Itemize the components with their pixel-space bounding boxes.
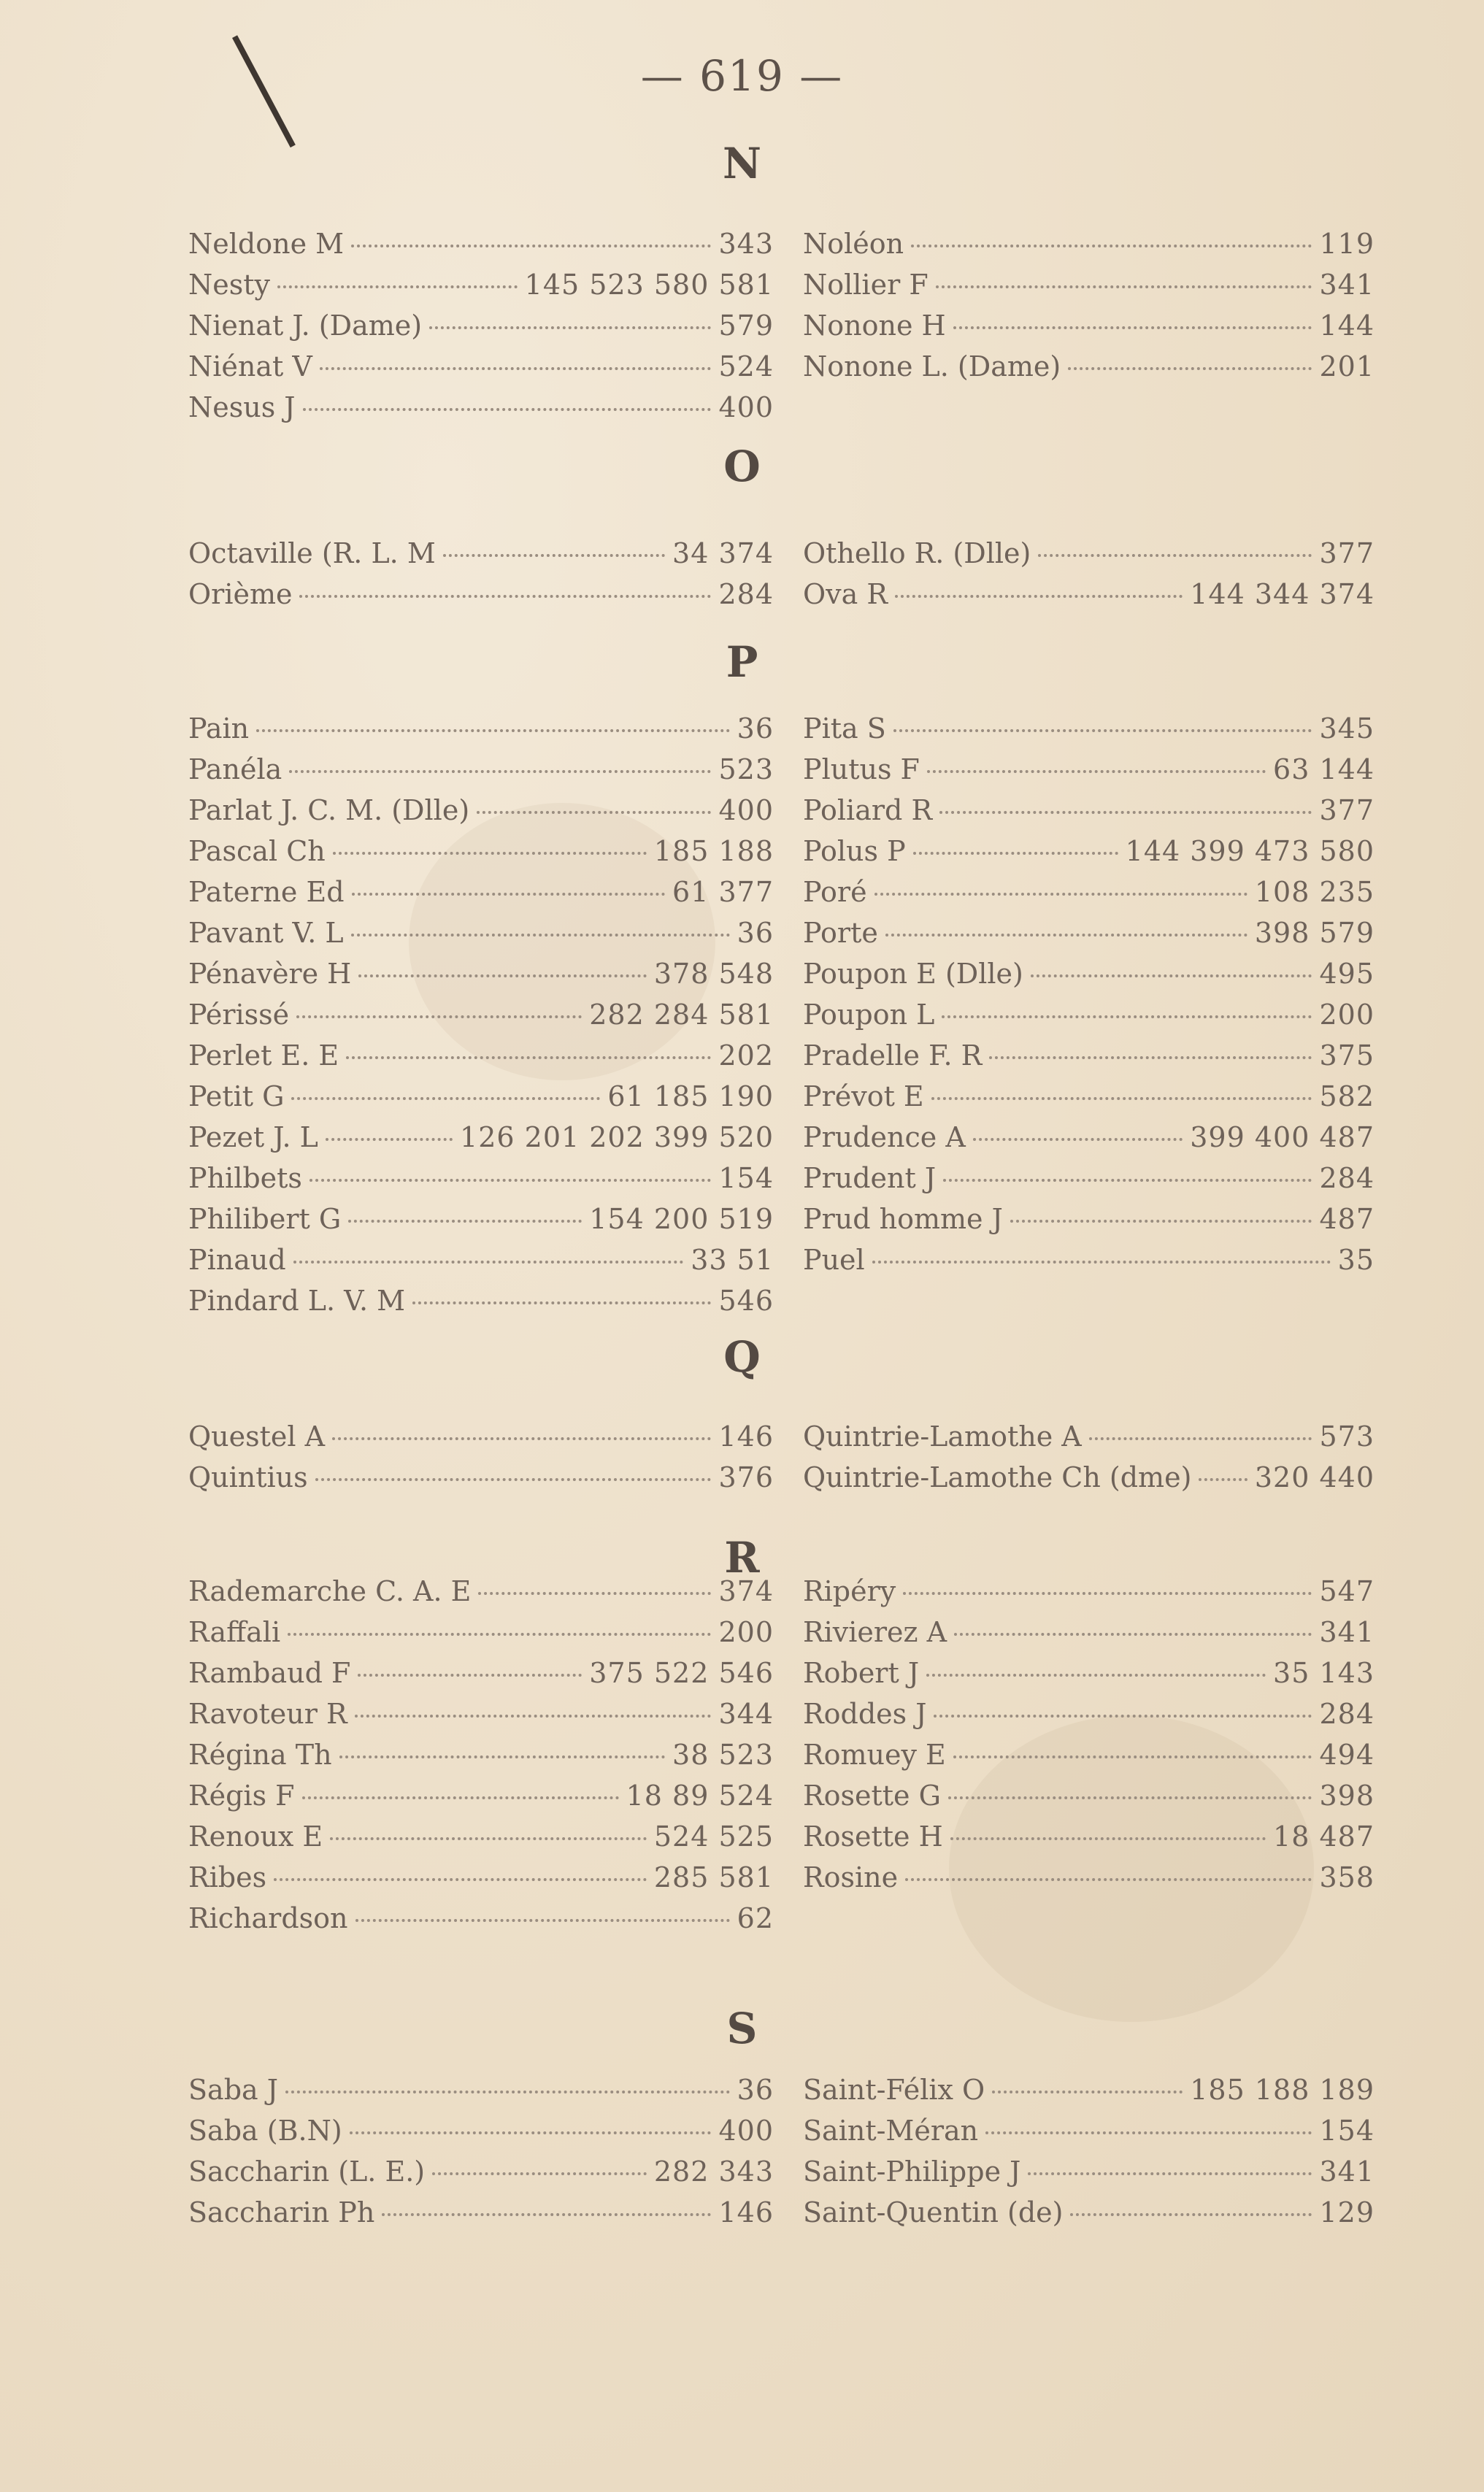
entry-name: Roddes J <box>803 1698 927 1730</box>
index-entry <box>803 1076 1375 1117</box>
index-entry <box>188 1076 774 1117</box>
dot-leader <box>903 1592 1312 1595</box>
entry-pages: 398 579 <box>1254 917 1375 949</box>
dot-leader <box>1068 367 1312 370</box>
entry-pages: 145 523 580 581 <box>524 269 774 301</box>
entry-pages: 185 188 189 <box>1190 2074 1375 2106</box>
entry-name: Parlat J. C. M. (Dlle) <box>188 794 470 826</box>
dot-leader <box>885 934 1247 937</box>
section-heading-s: S <box>726 2004 758 2053</box>
dot-leader <box>432 2172 647 2175</box>
dot-leader <box>939 811 1312 814</box>
entry-name: Périssé <box>188 999 290 1031</box>
entry-name: Poupon L <box>803 999 935 1031</box>
dot-leader <box>948 1796 1312 1799</box>
dot-leader <box>277 285 518 288</box>
index-entry <box>803 2069 1375 2110</box>
entry-pages: 154 200 519 <box>589 1203 774 1235</box>
index-entry <box>803 533 1375 574</box>
index-entry <box>188 2192 774 2233</box>
entry-pages: 284 <box>1319 1698 1375 1730</box>
entry-name: Prudence A <box>803 1121 966 1153</box>
dot-leader <box>303 408 712 411</box>
index-entry <box>188 1416 774 1457</box>
dot-leader <box>1199 1478 1247 1481</box>
index-entry <box>803 953 1375 994</box>
entry-pages: 284 <box>718 578 774 610</box>
dot-leader <box>934 1715 1312 1718</box>
entry-name: Prévot E <box>803 1080 924 1112</box>
entry-pages: 61 185 190 <box>607 1080 774 1112</box>
dot-leader <box>936 285 1312 288</box>
entry-name: Prud homme J <box>803 1203 1003 1235</box>
index-entry <box>803 1734 1375 1775</box>
entry-pages: 154 <box>718 1162 774 1194</box>
index-entry <box>803 2110 1375 2151</box>
entry-name: Nonone H <box>803 309 946 342</box>
entry-name: Niénat V <box>188 350 312 382</box>
dot-leader <box>339 1755 665 1758</box>
entry-name: Rambaud F <box>188 1657 351 1689</box>
entry-pages: 377 <box>1319 794 1375 826</box>
dot-leader <box>992 2091 1183 2093</box>
index-entry <box>803 1239 1375 1280</box>
entry-pages: 38 523 <box>672 1739 774 1771</box>
dot-leader <box>931 1097 1312 1100</box>
index-entry <box>803 264 1375 305</box>
index-entry <box>188 264 774 305</box>
dot-leader <box>291 1097 600 1100</box>
entry-pages: 546 <box>718 1285 774 1317</box>
entry-pages: 284 <box>1319 1162 1375 1194</box>
dot-leader <box>348 1220 582 1223</box>
entry-pages: 282 284 581 <box>589 999 774 1031</box>
entry-name: Poliard R <box>803 794 933 826</box>
dot-leader <box>299 595 711 598</box>
dot-leader <box>293 1261 684 1264</box>
entry-name: Quintius <box>188 1461 308 1493</box>
section-heading-p: P <box>726 637 758 687</box>
dot-leader <box>285 2091 730 2093</box>
entry-pages: 119 <box>1319 228 1375 260</box>
entry-pages: 341 <box>1319 1616 1375 1648</box>
index-entry <box>188 1612 774 1653</box>
index-entry <box>188 1457 774 1498</box>
index-entry <box>188 1117 774 1158</box>
dot-leader <box>289 770 711 773</box>
index-entry <box>803 1612 1375 1653</box>
section-heading-r: R <box>724 1533 760 1583</box>
dot-leader <box>346 1056 711 1059</box>
entry-pages: 36 <box>737 917 774 949</box>
entry-name: Prudent J <box>803 1162 937 1194</box>
index-entry <box>803 1775 1375 1816</box>
entry-pages: 154 <box>1319 2115 1375 2147</box>
index-entry <box>803 1457 1375 1498</box>
entry-name: Robert J <box>803 1657 920 1689</box>
dot-leader <box>953 1755 1312 1758</box>
dot-leader <box>302 1796 619 1799</box>
entry-name: Nienat J. (Dame) <box>188 309 423 342</box>
index-entry <box>188 305 774 346</box>
index-entry <box>188 831 774 872</box>
dot-leader <box>429 326 711 329</box>
entry-pages: 399 400 487 <box>1190 1121 1375 1153</box>
entry-name: Pascal Ch <box>188 835 326 867</box>
entry-pages: 18 487 <box>1273 1820 1375 1853</box>
entry-name: Quintrie-Lamothe A <box>803 1420 1082 1453</box>
dot-leader <box>985 2131 1312 2134</box>
entry-name: Saint-Félix O <box>803 2074 985 2106</box>
dot-leader <box>950 1837 1266 1840</box>
entry-name: Saint-Méran <box>803 2115 979 2147</box>
index-entry <box>188 387 774 428</box>
entry-name: Othello R. (Dlle) <box>803 537 1031 569</box>
dot-leader <box>333 852 647 855</box>
index-entry <box>803 223 1375 264</box>
entry-name: Philbets <box>188 1162 302 1194</box>
dot-leader <box>310 1179 712 1182</box>
index-entry <box>188 533 774 574</box>
index-entry <box>188 1816 774 1857</box>
index-entry <box>188 223 774 264</box>
entry-pages: 34 374 <box>672 537 774 569</box>
dot-leader <box>973 1138 1183 1141</box>
entry-pages: 144 344 374 <box>1190 578 1375 610</box>
dot-leader <box>913 852 1118 855</box>
index-entry <box>803 912 1375 953</box>
entry-name: Porte <box>803 917 878 949</box>
entry-pages: 200 <box>1319 999 1375 1031</box>
entry-name: Quintrie-Lamothe Ch (dme) <box>803 1461 1192 1493</box>
index-entry <box>188 912 774 953</box>
dot-leader <box>358 974 647 977</box>
entry-name: Philibert G <box>188 1203 342 1235</box>
index-entry <box>803 994 1375 1035</box>
section-heading-n: N <box>722 139 761 188</box>
entry-pages: 201 <box>1319 350 1375 382</box>
entry-pages: 344 <box>718 1698 774 1730</box>
entry-pages: 129 <box>1319 2196 1375 2228</box>
dot-leader <box>478 1592 711 1595</box>
index-entry <box>803 1199 1375 1239</box>
dot-leader <box>1070 2213 1312 2216</box>
entry-pages: 202 <box>718 1039 774 1072</box>
index-entry <box>188 1035 774 1076</box>
dot-leader <box>358 1674 582 1677</box>
index-entry <box>188 2151 774 2192</box>
entry-pages: 487 <box>1319 1203 1375 1235</box>
entry-name: Raffali <box>188 1616 281 1648</box>
index-entry <box>803 574 1375 615</box>
entry-pages: 36 <box>737 712 774 745</box>
entry-name: Pavant V. L <box>188 917 344 949</box>
index-entry <box>803 305 1375 346</box>
entry-pages: 547 <box>1319 1575 1375 1607</box>
entry-name: Ova R <box>803 578 888 610</box>
entry-pages: 400 <box>718 391 774 423</box>
entry-pages: 358 <box>1319 1861 1375 1893</box>
index-entry <box>188 1571 774 1612</box>
entry-name: Ripéry <box>803 1575 896 1607</box>
dot-leader <box>927 770 1266 773</box>
entry-pages: 375 522 546 <box>589 1657 774 1689</box>
index-entry <box>188 1280 774 1321</box>
dot-leader <box>874 893 1247 896</box>
entry-name: Nesty <box>188 269 270 301</box>
entry-pages: 35 <box>1337 1244 1375 1276</box>
dot-leader <box>296 1015 582 1018</box>
dot-leader <box>943 1179 1312 1182</box>
entry-name: Régis F <box>188 1780 295 1812</box>
index-entry <box>188 790 774 831</box>
entry-pages: 185 188 <box>653 835 774 867</box>
entry-pages: 63 144 <box>1273 753 1375 785</box>
index-entry <box>803 346 1375 387</box>
entry-pages: 345 <box>1319 712 1375 745</box>
entry-name: Saccharin (L. E.) <box>188 2155 426 2188</box>
entry-name: Pita S <box>803 712 886 745</box>
index-entry <box>188 1653 774 1693</box>
entry-pages: 144 <box>1319 309 1375 342</box>
index-entry <box>188 708 774 749</box>
entry-pages: 573 <box>1319 1420 1375 1453</box>
entry-pages: 320 440 <box>1254 1461 1375 1493</box>
dot-leader <box>355 1715 712 1718</box>
entry-pages: 524 525 <box>653 1820 774 1853</box>
entry-name: Pindard L. V. M <box>188 1285 406 1317</box>
entry-name: Neldone M <box>188 228 345 260</box>
entry-name: Rademarche C. A. E <box>188 1575 472 1607</box>
dot-leader <box>330 1837 647 1840</box>
index-entry <box>188 1158 774 1199</box>
dot-leader <box>989 1056 1312 1059</box>
index-entry <box>188 1239 774 1280</box>
entry-name: Polus P <box>803 835 906 867</box>
entry-name: Ravoteur R <box>188 1698 347 1730</box>
entry-name: Noléon <box>803 228 904 260</box>
entry-pages: 108 235 <box>1254 876 1375 908</box>
entry-pages: 146 <box>718 1420 774 1453</box>
dot-leader <box>355 1919 730 1922</box>
entry-name: Pradelle F. R <box>803 1039 983 1072</box>
entry-name: Poupon E (Dlle) <box>803 958 1023 990</box>
index-entry <box>803 749 1375 790</box>
entry-pages: 523 <box>718 753 774 785</box>
entry-pages: 61 377 <box>672 876 774 908</box>
section-heading-o: O <box>723 442 761 491</box>
entry-pages: 377 <box>1319 537 1375 569</box>
dot-leader <box>1031 974 1312 977</box>
entry-name: Romuey E <box>803 1739 946 1771</box>
entry-pages: 33 51 <box>691 1244 774 1276</box>
entry-name: Rosette G <box>803 1780 941 1812</box>
entry-name: Rosine <box>803 1861 899 1893</box>
dot-leader <box>1028 2172 1312 2175</box>
index-entry <box>188 1693 774 1734</box>
entry-name: Petit G <box>188 1080 285 1112</box>
entry-pages: 495 <box>1319 958 1375 990</box>
index-entry <box>803 831 1375 872</box>
dot-leader <box>953 326 1312 329</box>
index-entry <box>188 1857 774 1898</box>
entry-pages: 582 <box>1319 1080 1375 1112</box>
index-entry <box>803 708 1375 749</box>
index-entry <box>188 1898 774 1939</box>
index-entry <box>188 994 774 1035</box>
entry-name: Nonone L. (Dame) <box>803 350 1061 382</box>
dot-leader <box>1038 554 1312 557</box>
entry-name: Régina Th <box>188 1739 332 1771</box>
entry-name: Octaville (R. L. M <box>188 537 436 569</box>
entry-pages: 35 143 <box>1273 1657 1375 1689</box>
index-entry <box>803 1857 1375 1898</box>
index-entry <box>803 1117 1375 1158</box>
index-entry <box>803 1571 1375 1612</box>
index-entry <box>803 2151 1375 2192</box>
entry-name: Saccharin Ph <box>188 2196 375 2228</box>
index-entry <box>188 749 774 790</box>
index-entry <box>803 1693 1375 1734</box>
entry-name: Pezet J. L <box>188 1121 318 1153</box>
dot-leader <box>320 367 712 370</box>
entry-name: Questel A <box>188 1420 326 1453</box>
entry-pages: 524 <box>718 350 774 382</box>
dot-leader <box>477 811 711 814</box>
dot-leader <box>895 595 1183 598</box>
entry-name: Richardson <box>188 1902 348 1934</box>
entry-name: Perlet E. E <box>188 1039 339 1072</box>
dot-leader <box>1089 1437 1312 1440</box>
index-entry <box>188 2110 774 2151</box>
dot-leader <box>872 1261 1331 1264</box>
entry-pages: 200 <box>718 1616 774 1648</box>
dot-leader <box>905 1878 1312 1881</box>
entry-name: Saba J <box>188 2074 278 2106</box>
entry-pages: 376 <box>718 1461 774 1493</box>
dot-leader <box>326 1138 453 1141</box>
entry-name: Saint-Philippe J <box>803 2155 1021 2188</box>
dot-leader <box>942 1015 1312 1018</box>
entry-pages: 375 <box>1319 1039 1375 1072</box>
index-entry <box>188 872 774 912</box>
dot-leader <box>352 893 665 896</box>
entry-pages: 400 <box>718 794 774 826</box>
entry-pages: 285 581 <box>653 1861 774 1893</box>
entry-name: Nesus J <box>188 391 296 423</box>
entry-pages: 126 201 202 399 520 <box>460 1121 774 1153</box>
entry-pages: 400 <box>718 2115 774 2147</box>
entry-name: Saint-Quentin (de) <box>803 2196 1064 2228</box>
dot-leader <box>256 729 729 732</box>
entry-name: Paterne Ed <box>188 876 345 908</box>
dot-leader <box>893 729 1312 732</box>
index-entry <box>803 872 1375 912</box>
dot-leader <box>911 245 1312 247</box>
entry-name: Pinaud <box>188 1244 286 1276</box>
entry-name: Pénavère H <box>188 958 352 990</box>
index-entry <box>188 346 774 387</box>
entry-pages: 282 343 <box>653 2155 774 2188</box>
entry-name: Pain <box>188 712 250 745</box>
index-entry <box>803 1035 1375 1076</box>
entry-pages: 62 <box>737 1902 774 1934</box>
entry-name: Saba (B.N) <box>188 2115 342 2147</box>
dot-leader <box>926 1674 1266 1677</box>
entry-name: Panéla <box>188 753 282 785</box>
entry-pages: 341 <box>1319 2155 1375 2188</box>
dot-leader <box>315 1478 712 1481</box>
index-entry <box>188 953 774 994</box>
index-entry <box>803 1816 1375 1857</box>
entry-name: Ribes <box>188 1861 267 1893</box>
entry-pages: 374 <box>718 1575 774 1607</box>
index-entry <box>188 1775 774 1816</box>
index-entry <box>188 1734 774 1775</box>
entry-name: Orième <box>188 578 293 610</box>
dot-leader <box>350 2131 712 2134</box>
dot-leader <box>443 554 665 557</box>
index-entry <box>188 2069 774 2110</box>
entry-pages: 36 <box>737 2074 774 2106</box>
dot-leader <box>351 934 730 937</box>
entry-name: Poré <box>803 876 867 908</box>
entry-pages: 398 <box>1319 1780 1375 1812</box>
entry-name: Rosette H <box>803 1820 943 1853</box>
entry-name: Rivierez A <box>803 1616 947 1648</box>
entry-pages: 146 <box>718 2196 774 2228</box>
dot-leader <box>1010 1220 1312 1223</box>
index-entry <box>803 1653 1375 1693</box>
entry-name: Puel <box>803 1244 865 1276</box>
index-entry <box>803 790 1375 831</box>
index-entry <box>188 1199 774 1239</box>
dot-leader <box>954 1633 1312 1636</box>
dot-leader <box>382 2213 711 2216</box>
entry-pages: 579 <box>718 309 774 342</box>
dot-leader <box>332 1437 711 1440</box>
entry-pages: 18 89 524 <box>626 1780 774 1812</box>
index-entry <box>803 2192 1375 2233</box>
index-entry <box>803 1158 1375 1199</box>
entry-name: Renoux E <box>188 1820 323 1853</box>
entry-name: Plutus F <box>803 753 920 785</box>
dot-leader <box>412 1301 711 1304</box>
entry-pages: 144 399 473 580 <box>1125 835 1375 867</box>
section-heading-q: Q <box>723 1332 761 1382</box>
dot-leader <box>274 1878 647 1881</box>
entry-pages: 341 <box>1319 269 1375 301</box>
entry-name: Nollier F <box>803 269 929 301</box>
index-entry <box>188 574 774 615</box>
index-entry <box>803 1416 1375 1457</box>
page-number: — 619 — <box>640 51 844 101</box>
dot-leader <box>351 245 711 247</box>
dot-leader <box>288 1633 711 1636</box>
entry-pages: 494 <box>1319 1739 1375 1771</box>
entry-pages: 378 548 <box>653 958 774 990</box>
entry-pages: 343 <box>718 228 774 260</box>
